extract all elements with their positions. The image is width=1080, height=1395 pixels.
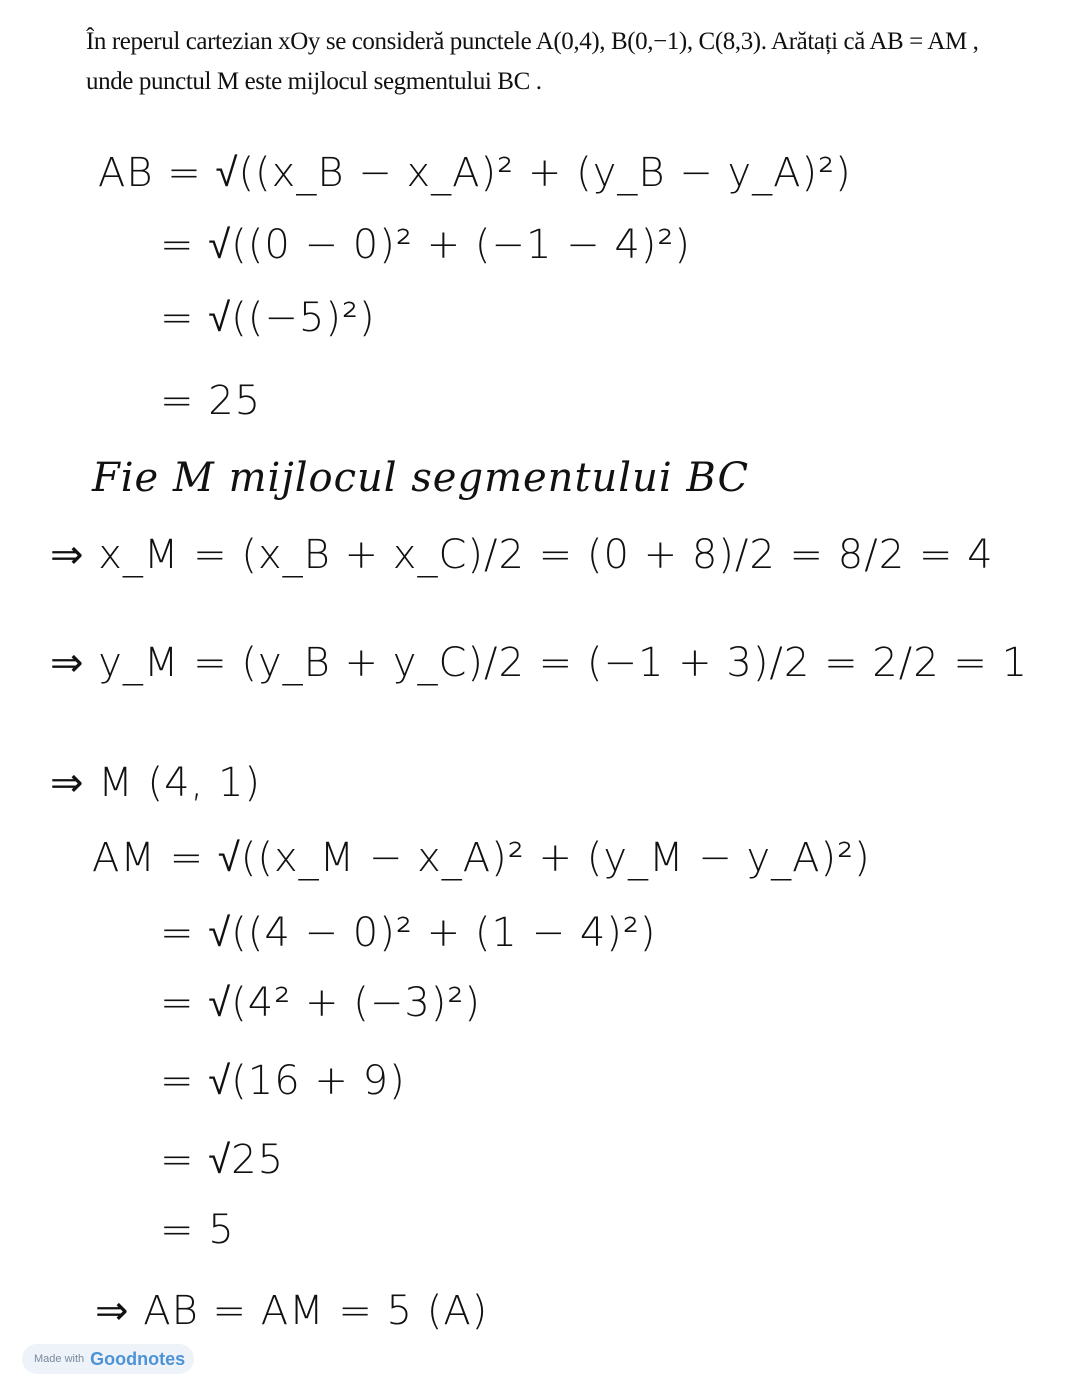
solution-line-4: = 25 xyxy=(160,378,262,424)
solution-line-10: = √((4 − 0)² + (1 − 4)²) xyxy=(160,910,657,956)
solution-line-13: = √25 xyxy=(160,1137,285,1183)
solution-line-3: = √((−5)²) xyxy=(160,295,376,341)
solution-line-1: AB = √((x_B − x_A)² + (y_B − y_A)²) xyxy=(98,150,852,196)
solution-line-2: = √((0 − 0)² + (−1 − 4)²) xyxy=(160,222,692,268)
solution-line-7: ⇒ y_M = (y_B + y_C)/2 = (−1 + 3)/2 = 2/2 = 1 xyxy=(50,640,1029,686)
problem-line-2: unde punctul M este mijlocul segmentului BC . xyxy=(86,68,542,95)
solution-line-5: Fie M mijlocul segmentului BC xyxy=(92,455,750,501)
badge-prefix: Made with xyxy=(34,1353,85,1365)
solution-line-6: ⇒ x_M = (x_B + x_C)/2 = (0 + 8)/2 = 8/2 = 4 xyxy=(50,532,994,578)
problem-line-1: În reperul cartezian xOy se consideră punctele A(0,4), B(0,−1), C(8,3). Arătați că AB = AM , xyxy=(86,28,979,55)
solution-line-8: ⇒ M (4, 1) xyxy=(50,760,261,806)
solution-line-12: = √(16 + 9) xyxy=(160,1058,406,1104)
solution-line-14: = 5 xyxy=(160,1207,235,1253)
goodnotes-badge xyxy=(22,1344,194,1374)
solution-line-15: ⇒ AB = AM = 5 (A) xyxy=(95,1288,489,1334)
solution-line-11: = √(4² + (−3)²) xyxy=(160,980,482,1026)
solution-line-9: AM = √((x_M − x_A)² + (y_M − y_A)²) xyxy=(92,835,871,881)
problem-statement xyxy=(86,22,1066,102)
badge-brand: Goodnotes xyxy=(90,1348,186,1369)
